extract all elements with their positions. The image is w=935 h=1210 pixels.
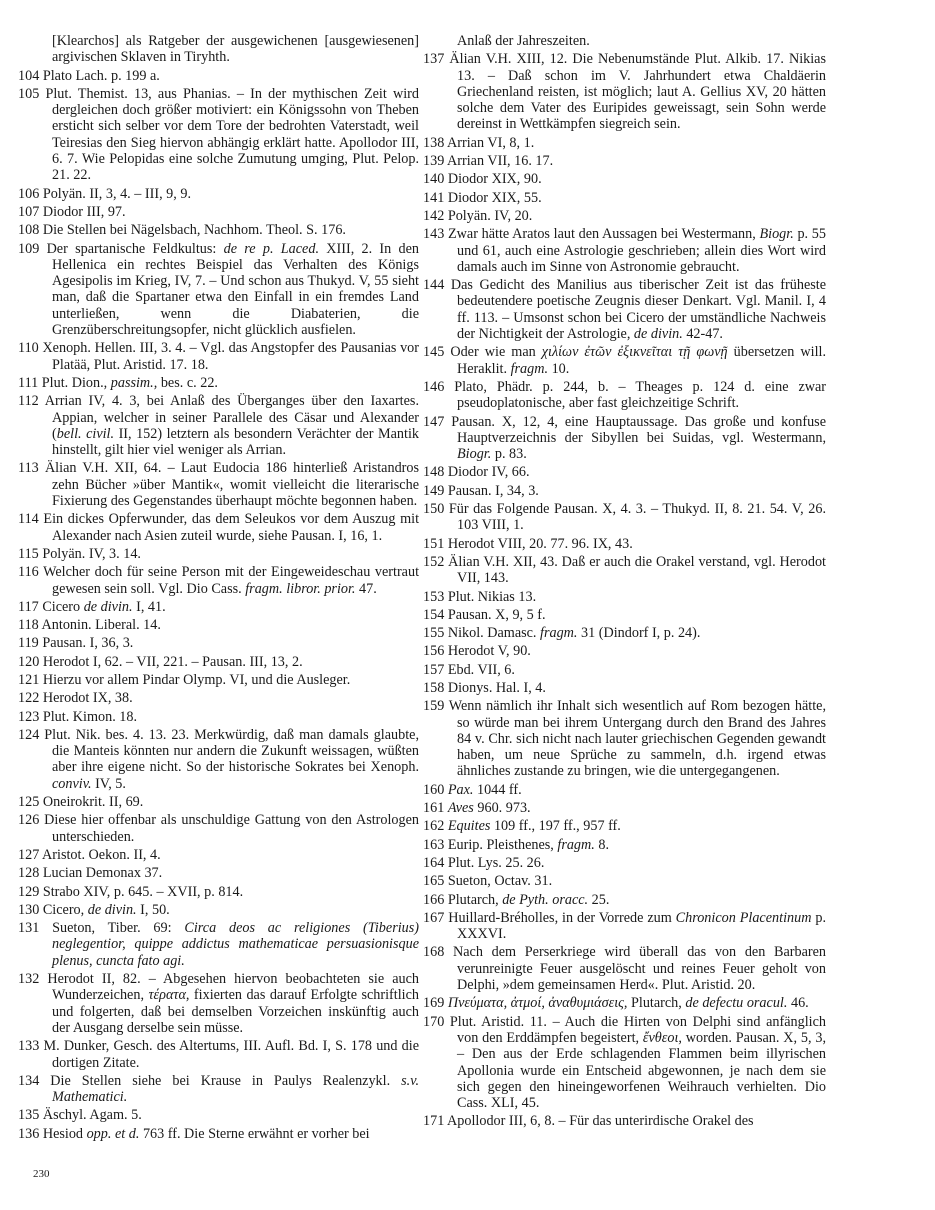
footnote-text: Plut. Dion., passim., bes. c. 22.	[41, 374, 218, 391]
footnote-number: 156	[423, 643, 445, 660]
footnote-number: 144	[423, 277, 445, 294]
footnote-text: Für das Folgende Pausan. X, 4. 3. – Thukyd. II, 8. 21. 54. V, 26. 103 VIII, 1.	[448, 501, 826, 534]
footnote-number: 142	[423, 207, 445, 224]
footnote-number: 124	[18, 726, 40, 743]
footnote-text: Nach dem Perserkriege wird überall das von den Barbaren verunreinigte Feuer ausgelöscht und reines Feuer geholt von Delphi, »dem gemeinsamen Herd«. Plut. Aristid. 20.	[453, 944, 827, 994]
footnote-text: Plut. Lys. 25. 26.	[447, 854, 545, 871]
footnote	[18, 545, 419, 562]
footnote-text: Oneirokrit. II, 69.	[42, 794, 144, 811]
footnote-number: 158	[423, 679, 445, 696]
footnote-number: 152	[423, 553, 445, 570]
footnote	[18, 564, 420, 597]
footnote-number: 105	[18, 85, 40, 102]
footnote-number: 159	[423, 698, 445, 715]
footnote-number: 113	[18, 460, 39, 477]
footnote	[18, 671, 419, 688]
footnote-text: Diese hier offenbar als unschuldige Gattung von den Astrologen unterschieden.	[44, 812, 420, 845]
footnote-number: 155	[423, 625, 445, 642]
footnote-number: 165	[423, 873, 445, 890]
footnote-number: 151	[423, 535, 445, 552]
footnote-text: Πνεύματα, ἀτμοί, ἀναθυμιάσεις, Plutarch, de defectu oracul. 46.	[447, 995, 809, 1012]
footnote-number: 118	[18, 617, 39, 634]
footnote-number: 162	[423, 818, 445, 835]
footnote-number: 133	[18, 1038, 40, 1055]
footnote-text: Strabo XIV, p. 645. – XVII, p. 814.	[42, 883, 244, 900]
footnote-number: 145	[423, 344, 445, 361]
footnote-number: 139	[423, 153, 445, 170]
footnote	[18, 67, 419, 84]
footnote-number: 121	[18, 671, 40, 688]
footnote-number: 128	[18, 865, 40, 882]
footnote-text: Plut. Aristid. 11. – Auch die Hirten von Delphi sind anfänglich von den Erddämpfen begeistert, ἔνθεοι, worden. Pausan. X, 5, 3, – Den aus der Erde schlagenden Flammen beim illyrischen Apollonia wurde ein Entscheid abgewonnen, je nach dem sie sich gegen den hineingeworfenen Weihrauch verhielten. Dio Cass. XLI, 45.	[449, 1013, 826, 1112]
footnote	[18, 460, 420, 510]
footnote-number: 125	[18, 794, 40, 811]
footnote	[18, 846, 419, 863]
footnote-text: Plut. Nikias 13.	[447, 588, 537, 605]
footnote-text: Equites 109 ff., 197 ff., 957 ff.	[447, 818, 621, 835]
footnote-text: Lucian Demonax 37.	[42, 865, 163, 882]
footnote-text: Herodot IX, 38.	[42, 690, 133, 707]
footnote-number: 120	[18, 653, 40, 670]
footnote	[423, 464, 826, 481]
footnote-number: 164	[423, 854, 445, 871]
footnote	[423, 909, 827, 943]
footnote	[18, 374, 419, 391]
footnote-number: 116	[18, 564, 39, 581]
footnote	[18, 240, 420, 339]
footnote	[423, 873, 826, 890]
footnote-text: Wenn nämlich ihr Inhalt sich wesentlich auf Rom bezogen hätte, so würde man bei ihrem Untergang durch den Brand des Jahres 84 v. Chr. sich nicht nach lauter griechischen Gegenden gewandt haben, um neue Sprüche zu sammeln, d.h. irgend etwas ähnliches zustande zu bringen, wie die untergegangenen.	[448, 698, 826, 780]
footnote	[423, 944, 827, 994]
footnote-number: 135	[18, 1107, 40, 1124]
footnote-text: Sueton, Octav. 31.	[447, 873, 553, 890]
footnote-number: 117	[18, 598, 39, 615]
footnote	[423, 51, 826, 133]
footnote-text: Huillard-Bréholles, in der Vorrede zum Chronicon Placentinum p. XXXVI.	[448, 909, 827, 943]
footnote	[18, 653, 419, 670]
footnote-number: 104	[18, 67, 40, 84]
footnote-number: 132	[18, 971, 40, 988]
footnote-text: Diodor IV, 66.	[447, 464, 530, 481]
footnote	[423, 378, 827, 412]
footnote	[18, 185, 419, 202]
footnote	[423, 606, 826, 623]
footnote-text: Aristot. Oekon. II, 4.	[42, 846, 161, 863]
right-column	[423, 33, 827, 1132]
footnote-text: Äschyl. Agam. 5.	[42, 1107, 142, 1124]
footnote-text: Plut. Themist. 13, aus Phanias. – In der mythischen Zeit wird dergleichen doch größer motiviert: ein Königssohn von Theben ersticht sich selber vor dem Tore der bedrohten Vaterstadt, weil Teiresias den Sieg hiervon abhängig erklärt hatte. Apollodor III, 6. 7. Wie Pelopidas eine solche Zumutung umging, Plut. Pelop. 21. 22.	[45, 85, 419, 184]
footnote-number: 168	[423, 944, 445, 961]
footnote-number: 126	[18, 812, 40, 829]
footnote	[423, 643, 826, 660]
footnote	[18, 635, 419, 652]
footnote	[423, 344, 826, 377]
footnote-text: Polyän. II, 3, 4. – III, 9, 9.	[42, 185, 191, 202]
footnote-text: Älian V.H. XII, 64. – Laut Eudocia 186 hinterließ Aristandros zehn Bücher »über Mantik«, womit vielleicht die literarische Fixierung des Gegenstandes überhaupt möchte begonnen haben.	[44, 460, 420, 510]
footnote-text: Polyän. IV, 3. 14.	[42, 545, 141, 562]
footnote-number: 161	[423, 800, 445, 817]
footnote-text: Nikol. Damasc. fragm. 31 (Dindorf I, p. 24).	[447, 625, 701, 642]
footnote	[18, 708, 419, 725]
footnote-number: 167	[423, 909, 445, 926]
footnote	[423, 679, 826, 696]
footnote-text: Welcher doch für seine Person mit der Eingeweideschau vertraut gewesen sein soll. Vgl. Dio Cass. fragm. libror. prior. 47.	[43, 564, 420, 597]
footnote-text: [Klearchos] als Ratgeber der ausgewichenen [ausgewiesenen] argivischen Sklaven in Tiryhth.	[52, 33, 419, 66]
footnote	[423, 698, 826, 780]
footnote	[18, 883, 419, 900]
footnote-number: 147	[423, 413, 445, 430]
footnote	[18, 222, 419, 239]
footnote-number: 143	[423, 226, 445, 243]
footnote	[18, 920, 420, 969]
footnote	[423, 207, 826, 224]
footnote-number: 109	[18, 240, 40, 257]
footnote-text: Herodot I, 62. – VII, 221. – Pausan. III, 13, 2.	[42, 653, 303, 670]
footnote	[18, 794, 419, 811]
footnote	[18, 690, 419, 707]
footnote-number: 140	[423, 171, 445, 188]
footnote-number: 136	[18, 1125, 40, 1142]
footnote-text: Aves 960. 973.	[447, 800, 531, 817]
footnote	[18, 901, 419, 918]
footnote-number: 107	[18, 203, 40, 220]
footnote-number: 115	[18, 545, 39, 562]
footnote-text: Der spartanische Feldkultus: de re p. Laced. XIII, 2. In den Hellenica ein rechtes Beispiel das Verhalten des Königs Agesipolis im Krieg, IV, 7. – Und schon aus Thukyd. V, 55 sieht man, daß die Spartaner etwa den Einfall in ein fremdes Land unterließen, wenn die Diabaterien, die Grenzüberschreitungsopfer, nicht glücklich ausfielen.	[46, 240, 420, 339]
footnote	[18, 203, 419, 220]
footnote-text: Arrian VII, 16. 17.	[447, 153, 554, 170]
footnote-text: Cicero, de divin. I, 50.	[42, 901, 170, 918]
footnote-number: 127	[18, 846, 40, 863]
footnote	[423, 482, 826, 499]
footnote	[18, 617, 419, 634]
footnote	[18, 393, 419, 459]
footnote-number: 157	[423, 661, 445, 678]
footnote	[18, 1038, 419, 1071]
footnote	[423, 413, 827, 463]
footnote-text: Eurip. Pleisthenes, fragm. 8.	[447, 836, 610, 853]
footnote-text: Pausan. I, 36, 3.	[42, 635, 134, 652]
left-column	[18, 33, 420, 1144]
footnote	[440, 33, 826, 49]
footnote	[423, 625, 826, 642]
footnote	[423, 891, 826, 908]
footnote-text: Cicero de divin. I, 41.	[42, 598, 166, 615]
footnote	[18, 85, 419, 184]
footnote	[18, 1072, 419, 1106]
footnote	[423, 854, 826, 871]
footnote-text: Arrian IV, 4. 3, bei Anlaß des Überganges über den Iaxartes. Appian, welcher in seiner Parallele des Cäsar und Alexander (bell. civil. II, 152) letztern als besondern Verächter der Mantik hinstellt, gilt hier viel weniger als Arrian.	[44, 393, 419, 459]
footnote	[423, 800, 826, 817]
footnote-text: Diodor III, 97.	[42, 203, 126, 220]
footnote-number: 137	[423, 51, 445, 68]
page-number: 230	[33, 1168, 50, 1180]
footnote	[423, 501, 826, 534]
footnote-text: Plato Lach. p. 199 a.	[42, 67, 160, 84]
footnote-text: Antonin. Liberal. 14.	[41, 617, 161, 634]
footnote	[423, 661, 826, 678]
footnote	[423, 226, 826, 275]
footnote-text: Älian V.H. XII, 43. Daß er auch die Orakel verstand, vgl. Herodot VII, 143.	[448, 553, 826, 587]
footnote-number: 111	[18, 374, 39, 391]
footnote-number: 154	[423, 606, 445, 623]
footnote-number: 119	[18, 635, 39, 652]
footnote-number: 108	[18, 222, 40, 239]
footnote-number: 114	[18, 511, 39, 528]
footnote-number: 166	[423, 891, 445, 908]
footnote	[18, 340, 420, 373]
footnote-text: Plut. Nik. bes. 4. 13. 23. Merkwürdig, daß man damals glaubte, die Manteis könnten nur andern die Zukunft weissagen, wüßten aber ihre eigene nicht. So der historische Sokrates bei Xenoph. conviv. IV, 5.	[44, 726, 420, 792]
footnote	[423, 277, 826, 343]
footnote	[423, 535, 826, 552]
footnote	[18, 726, 420, 792]
footnote-number: 169	[423, 995, 445, 1012]
footnote-text: Oder wie man χιλίων ἐτῶν ἐξικνεῖται τῇ φωνῇ übersetzen will. Heraklit. fragm. 10.	[450, 344, 826, 377]
footnote-text: Ebd. VII, 6.	[447, 661, 515, 678]
footnote	[423, 836, 826, 853]
footnote	[423, 1013, 826, 1112]
footnote-number: 149	[423, 482, 445, 499]
footnote	[18, 598, 419, 615]
footnote	[423, 134, 826, 151]
footnote-text: Die Stellen bei Nägelsbach, Nachhom. Theol. S. 176.	[42, 222, 346, 239]
footnote	[423, 818, 826, 835]
footnote-number: 141	[423, 189, 445, 206]
footnote-number: 148	[423, 464, 445, 481]
footnote-number: 129	[18, 883, 40, 900]
footnote	[423, 1113, 826, 1130]
footnote-text: M. Dunker, Gesch. des Altertums, III. Aufl. Bd. I, S. 178 und die dortigen Zitate.	[43, 1038, 419, 1071]
footnote-number: 130	[18, 901, 40, 918]
footnote-text: Apollodor III, 6, 8. – Für das unterirdische Orakel des	[447, 1113, 754, 1130]
footnote-text: Anlaß der Jahreszeiten.	[457, 33, 590, 49]
footnote	[18, 865, 419, 882]
footnote-text: Pausan. I, 34, 3.	[447, 482, 539, 499]
footnote-text: Älian V.H. XIII, 12. Die Nebenumstände Plut. Alkib. 17. Nikias 13. – Daß schon im V. Jahrhundert etwa Chaldäerin Griechenland reisten, ist möglich; laut A. Gellius XV, 20 hätten solche dem Vater des Euripides geweissagt, sein Sohn werde dereinst in Wettkämpfen siegreich sein.	[449, 51, 826, 133]
footnote-text: Die Stellen siehe bei Krause in Paulys Realenzykl. s.v. Mathematici.	[50, 1072, 419, 1106]
footnote-text: Arrian VI, 8, 1.	[447, 134, 535, 151]
footnote	[18, 812, 420, 845]
footnote	[18, 1125, 419, 1142]
footnote-text: Plutarch, de Pyth. oracc. 25.	[447, 891, 610, 908]
footnote-text: Xenoph. Hellen. III, 3. 4. – Vgl. das Angstopfer des Pausanias vor Platää, Plut. Aristid. 17. 18.	[42, 340, 420, 373]
footnote	[18, 511, 420, 544]
footnote-number: 160	[423, 781, 445, 798]
footnote-text: Plato, Phädr. p. 244, b. – Theages p. 124 d. eine zwar pseudoplatonische, aber fast gleichzeitige Schrift.	[454, 378, 827, 412]
footnote-text: Polyän. IV, 20.	[447, 207, 533, 224]
footnote-number: 110	[18, 340, 39, 357]
footnote-text: Hesiod opp. et d. 763 ff. Die Sterne erwähnt er vorher bei	[42, 1125, 370, 1142]
footnote	[423, 588, 826, 605]
footnote-number: 112	[18, 393, 39, 410]
footnote-number: 138	[423, 134, 445, 151]
footnote	[18, 1107, 419, 1124]
footnote	[423, 171, 826, 188]
footnote-number: 153	[423, 588, 445, 605]
footnote-text: Zwar hätte Aratos laut den Aussagen bei Westermann, Biogr. p. 55 und 61, auch eine Astrologie geschrieben; allein dies Wort wird damals auch im Sinne von Astronomie gebraucht.	[447, 226, 826, 275]
footnote-text: Pax. 1044 ff.	[447, 781, 522, 798]
footnote	[423, 189, 826, 206]
footnote	[423, 781, 826, 798]
footnote-text: Ein dickes Opferwunder, das dem Seleukos vor dem Auszug mit Alexander nach Asien zuteil wurde, siehe Pausan. I, 16, 1.	[43, 511, 420, 544]
footnote-number: 106	[18, 185, 40, 202]
footnote-text: Pausan. X, 9, 5 f.	[447, 606, 546, 623]
footnote-text: Plut. Kimon. 18.	[42, 708, 138, 725]
footnote-text: Herodot II, 82. – Abgesehen hiervon beobachteten sie auch Wunderzeichen, τέρατα, fixierten das darauf Erfolgte schriftlich und folgerten, daß bei demselben Vorzeichen inskünftig auch der Ausgang derselbe sein müsse.	[47, 971, 420, 1036]
footnote-text: Diodor XIX, 55.	[447, 189, 542, 206]
footnote-text: Dionys. Hal. I, 4.	[447, 679, 546, 696]
footnote-text: Sueton, Tiber. 69: Circa deos ac religiones (Tiberius) neglegentior, quippe addictus mathematicae persuasionisque plenus, cuncta fato agi.	[52, 920, 420, 969]
footnote	[18, 971, 420, 1036]
footnote-number: 122	[18, 690, 40, 707]
footnote	[35, 33, 419, 66]
footnote-text: Herodot V, 90.	[447, 643, 531, 660]
footnote	[423, 995, 826, 1012]
footnote-text: Herodot VIII, 20. 77. 96. IX, 43.	[447, 535, 633, 552]
footnote-text: Pausan. X, 12, 4, eine Hauptaussage. Das große und konfuse Hauptverzeichnis der Sibyllen bei Suidas, vgl. Westermann, Biogr. p. 83.	[451, 413, 827, 463]
footnote	[423, 153, 826, 170]
footnote-number: 123	[18, 708, 40, 725]
footnote-number: 171	[423, 1113, 445, 1130]
footnote-number: 134	[18, 1072, 40, 1089]
footnote-text: Diodor XIX, 90.	[447, 171, 542, 188]
footnote-number: 163	[423, 836, 445, 853]
footnote-number: 150	[423, 501, 445, 518]
footnote-number: 131	[18, 920, 40, 937]
footnote-number: 170	[423, 1013, 445, 1030]
footnote	[423, 553, 826, 587]
footnote-number: 146	[423, 378, 445, 395]
footnote-text: Das Gedicht des Manilius aus tiberischer Zeit ist das früheste bedeutendere poetische Zeugnis dieser Denkart. Vgl. Manil. I, 4 ff. 113. – Umsonst schon bei Cicero der umständliche Nachweis der Nichtigkeit der Astrologie, de divin. 42-47.	[450, 277, 826, 343]
footnote-text: Hierzu vor allem Pindar Olymp. VI, und die Ausleger.	[42, 671, 351, 688]
